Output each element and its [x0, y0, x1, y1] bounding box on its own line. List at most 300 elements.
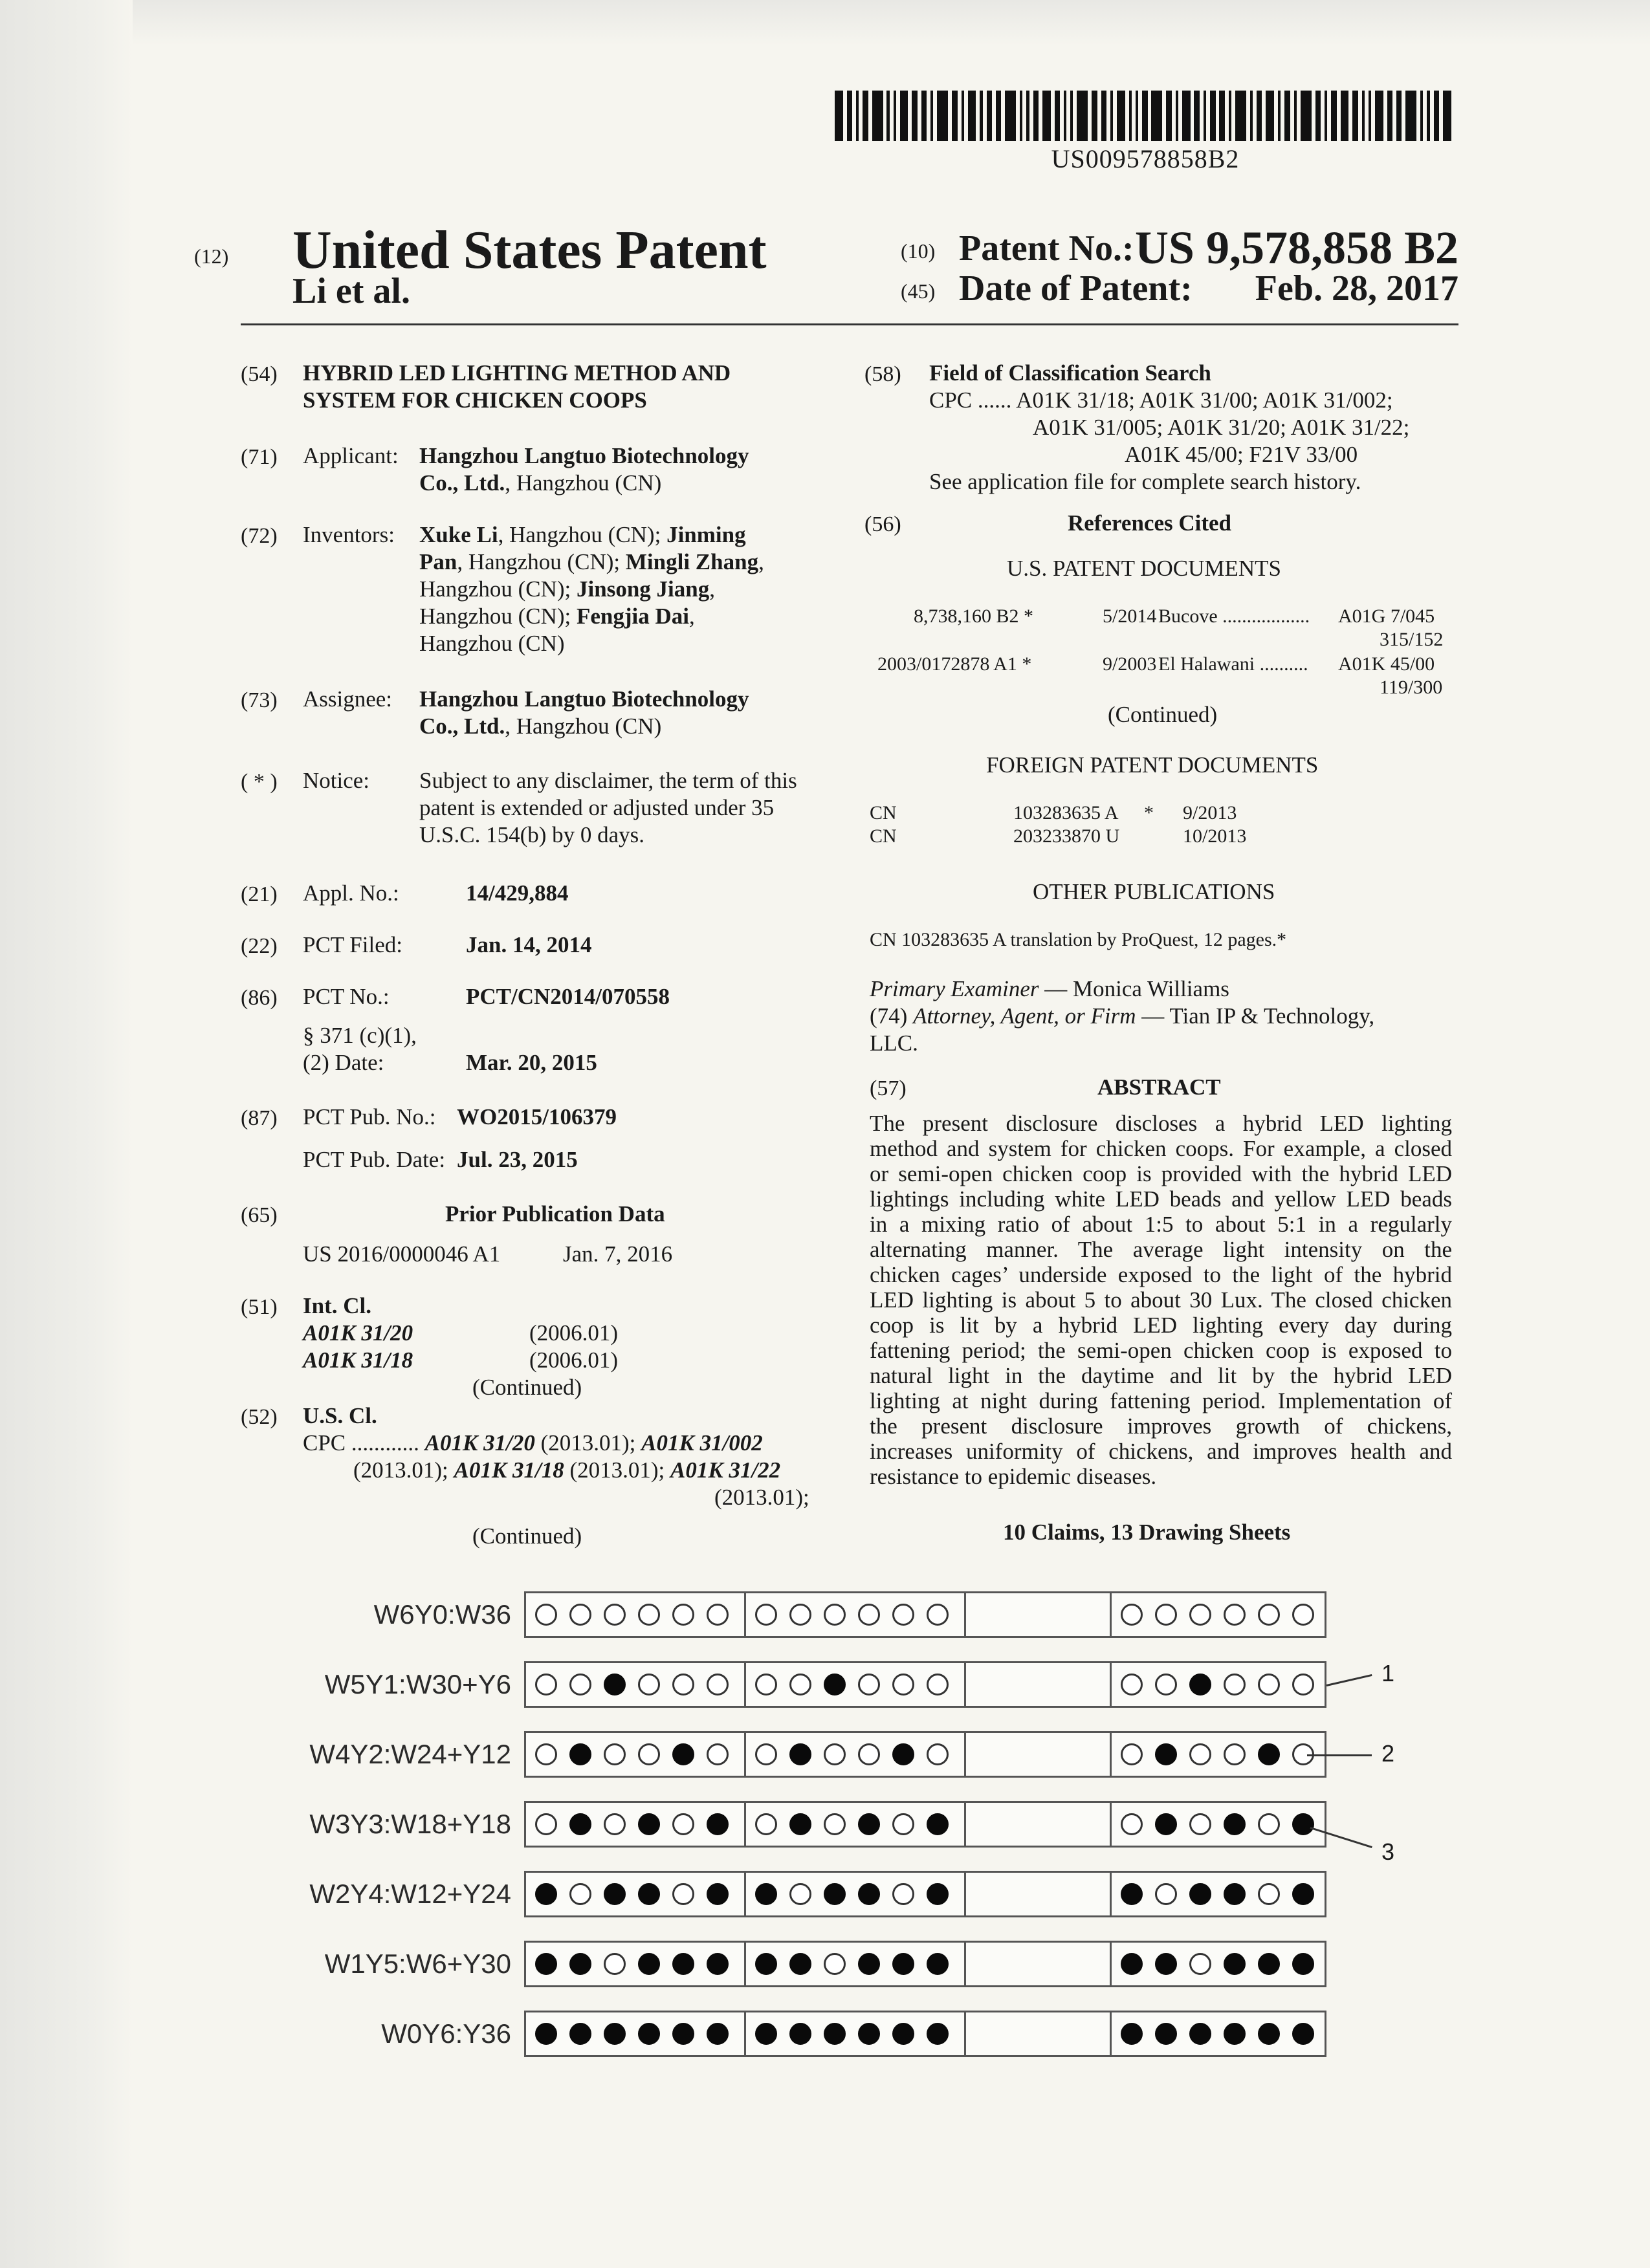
- inventor-name: Jinsong Jiang: [577, 576, 710, 602]
- white-led: [535, 1743, 557, 1765]
- strip-segment: [746, 1593, 966, 1636]
- strip-segment: [966, 2012, 1112, 2055]
- barcode-bar: [1110, 91, 1113, 141]
- reference-leader-line: [1326, 1674, 1372, 1686]
- scan-shadow-left: [0, 0, 133, 2268]
- us-patent-docs-heading: U.S. PATENT DOCUMENTS: [1007, 556, 1281, 581]
- barcode-bar: [1294, 91, 1297, 141]
- us-cl-heading: U.S. Cl.: [303, 1403, 377, 1428]
- ratio-label: W0Y6:Y36: [381, 2018, 511, 2049]
- white-led: [755, 1674, 777, 1696]
- white-led: [638, 1674, 660, 1696]
- white-led: [638, 1743, 660, 1765]
- white-led: [1189, 1743, 1211, 1765]
- ratio-label: W4Y2:W24+Y12: [309, 1739, 511, 1769]
- ratio-label: W5Y1:W30+Y6: [324, 1669, 511, 1699]
- references-continued: (Continued): [1108, 702, 1218, 727]
- abstract-line: lighting at night during fattening period. Implementation of: [870, 1388, 1452, 1413]
- inventor-place: Hangzhou (CN);: [419, 604, 577, 629]
- code-notice: ( * ): [241, 770, 278, 794]
- barcode-bar: [1284, 91, 1290, 141]
- foreign-1-number: 103283635 A: [1013, 802, 1119, 823]
- patent-no-label: Patent No.:: [959, 228, 1134, 268]
- barcode-bar: [1136, 91, 1138, 141]
- code-45: (45): [901, 279, 936, 303]
- yellow-led: [927, 2023, 949, 2045]
- barcode-bar: [1101, 91, 1106, 141]
- reference-numeral: 1: [1381, 1660, 1395, 1686]
- abstract-line: resistance to epidemic diseases.: [870, 1464, 1157, 1489]
- prior-pub-date: Jan. 7, 2016: [563, 1241, 673, 1267]
- white-led: [672, 1674, 694, 1696]
- barcode-bar: [1026, 91, 1029, 141]
- abstract-line: The present disclosure discloses a hybrid LED lighting: [870, 1111, 1452, 1136]
- white-led: [858, 1743, 880, 1765]
- barcode-bar: [1387, 91, 1392, 141]
- white-led: [535, 1674, 557, 1696]
- abstract-line: coop is lit by a hybrid LED lighting every day during: [870, 1313, 1452, 1338]
- barcode-bar: [1033, 91, 1039, 141]
- other-pubs-heading: OTHER PUBLICATIONS: [1033, 879, 1275, 904]
- led-strip: [524, 1731, 1326, 1778]
- yellow-led: [672, 1743, 694, 1765]
- yellow-led: [569, 1743, 591, 1765]
- yellow-led: [1155, 1813, 1177, 1835]
- white-led: [1121, 1743, 1143, 1765]
- assignee-name-2: [419, 713, 661, 739]
- int-cl-heading: Int. Cl.: [303, 1293, 371, 1318]
- ratio-label: W3Y3:W18+Y18: [309, 1809, 511, 1839]
- code-87: (87): [241, 1106, 278, 1130]
- white-led: [1258, 1674, 1280, 1696]
- code-71: (71): [241, 445, 278, 469]
- abstract-line: fattening period; the semi-open chicken coop is exposed to: [870, 1338, 1452, 1363]
- assignee-name-1: Hangzhou Langtuo Biotechnology: [419, 686, 749, 712]
- barcode-bar: [872, 91, 883, 141]
- white-led: [824, 1813, 846, 1835]
- strip-segment: [746, 2012, 966, 2055]
- cpc-date: (2013.01);: [564, 1457, 671, 1483]
- strip-segment: [746, 1733, 966, 1776]
- yellow-led: [707, 1883, 729, 1905]
- yellow-led: [707, 2023, 729, 2045]
- led-strip: [524, 1591, 1326, 1638]
- white-led: [789, 1604, 811, 1626]
- white-led: [569, 1883, 591, 1905]
- yellow-led: [858, 2023, 880, 2045]
- yellow-led: [1155, 1953, 1177, 1975]
- white-led: [604, 1743, 626, 1765]
- yellow-led: [1292, 1813, 1314, 1835]
- yellow-led: [638, 1813, 660, 1835]
- yellow-led: [569, 1953, 591, 1975]
- white-led: [824, 1953, 846, 1975]
- white-led: [892, 1604, 914, 1626]
- barcode-bar: [1151, 91, 1162, 141]
- white-led: [707, 1743, 729, 1765]
- inventors-line-5: Hangzhou (CN): [419, 631, 565, 656]
- code-54: (54): [241, 362, 278, 386]
- int-cl-code-2: A01K 31/18: [303, 1347, 413, 1373]
- ref-1-class: A01G 7/045: [1338, 605, 1435, 627]
- references-heading: References Cited: [1068, 510, 1231, 536]
- barcode-bar: [856, 91, 859, 141]
- yellow-led: [789, 1813, 811, 1835]
- white-led: [755, 1604, 777, 1626]
- int-cl-date-2: (2006.01): [529, 1347, 619, 1373]
- yellow-led: [1189, 1674, 1211, 1696]
- abstract-text: [870, 1110, 1452, 1488]
- white-led: [1292, 1604, 1314, 1626]
- cpc-date: (2013.01);: [353, 1457, 454, 1483]
- white-led: [1155, 1883, 1177, 1905]
- white-led: [638, 1604, 660, 1626]
- int-cl-date-1: (2006.01): [529, 1320, 619, 1346]
- yellow-led: [1292, 2023, 1314, 2045]
- barcode-bar: [962, 91, 964, 141]
- abstract-line: lightings including white LED beads and yellow LED beads: [870, 1186, 1452, 1212]
- strip-segment: [526, 1593, 746, 1636]
- yellow-led: [1155, 1743, 1177, 1765]
- yellow-led: [1121, 2023, 1143, 2045]
- barcode-bar: [1427, 91, 1429, 141]
- us-cl-line-3: (2013.01);: [714, 1485, 809, 1510]
- prior-pub-heading: Prior Publication Data: [445, 1201, 665, 1227]
- cpc-code: A01K 31/22: [670, 1457, 781, 1483]
- code-86: (86): [241, 986, 278, 1010]
- pct-no-value: PCT/CN2014/070558: [466, 984, 670, 1009]
- barcode-bar: [1117, 91, 1125, 141]
- ratio-label: W1Y5:W6+Y30: [324, 1948, 511, 1979]
- barcode-bar: [1194, 91, 1199, 141]
- invention-title-1: HYBRID LED LIGHTING METHOD AND: [303, 360, 731, 386]
- foreign-1-star: *: [1144, 802, 1154, 823]
- white-led: [707, 1604, 729, 1626]
- white-led: [707, 1674, 729, 1696]
- appl-no-value: 14/429,884: [466, 880, 569, 906]
- strip-segment: [526, 1803, 746, 1846]
- yellow-led: [672, 1953, 694, 1975]
- notice-line-3: U.S.C. 154(b) by 0 days.: [419, 822, 645, 847]
- yellow-led: [858, 1883, 880, 1905]
- pct-filed-label: PCT Filed:: [303, 932, 402, 957]
- strip-segment: [526, 1733, 746, 1776]
- barcode-bar: [1176, 91, 1178, 141]
- foreign-1-country: CN: [870, 802, 897, 823]
- notice-line-2: patent is extended or adjusted under 35: [419, 795, 775, 820]
- yellow-led: [927, 1953, 949, 1975]
- inventors-line-1: [419, 521, 746, 548]
- barcode-bar: [996, 91, 1001, 141]
- white-led: [824, 1743, 846, 1765]
- pct-pub-date-label: PCT Pub. Date:: [303, 1147, 446, 1172]
- yellow-led: [604, 2023, 626, 2045]
- led-strip: [524, 1941, 1326, 1987]
- reference-numeral: 3: [1381, 1838, 1395, 1865]
- barcode-bar: [1301, 91, 1312, 141]
- yellow-led: [824, 2023, 846, 2045]
- us-cl-line-2: [353, 1457, 780, 1483]
- examiner-line: [870, 976, 1229, 1002]
- pct-filed-value: Jan. 14, 2014: [466, 932, 592, 957]
- white-led: [604, 1953, 626, 1975]
- cpc-label: CPC ............: [303, 1430, 419, 1456]
- barcode-bar: [1005, 91, 1016, 141]
- white-led: [789, 1674, 811, 1696]
- barcode-bar: [1055, 91, 1060, 141]
- section-371-date-value: Mar. 20, 2015: [466, 1050, 597, 1075]
- ref-1-date: 5/2014: [1103, 605, 1157, 627]
- agent-line-2: LLC.: [870, 1030, 918, 1056]
- barcode-bar: [1443, 91, 1451, 141]
- barcode-bar: [863, 91, 868, 141]
- white-led: [672, 1883, 694, 1905]
- yellow-led: [755, 1883, 777, 1905]
- barcode-bar: [1420, 91, 1423, 141]
- prior-pub-number: US 2016/0000046 A1: [303, 1241, 501, 1267]
- reference-leader-line: [1307, 1754, 1372, 1756]
- white-led: [858, 1674, 880, 1696]
- int-cl-continued: (Continued): [472, 1375, 582, 1400]
- strip-segment: [746, 1663, 966, 1706]
- white-led: [1258, 1813, 1280, 1835]
- yellow-led: [638, 2023, 660, 2045]
- yellow-led: [1258, 1953, 1280, 1975]
- field-search-line-1: CPC ...... A01K 31/18; A01K 31/00; A01K 31/002;: [929, 387, 1393, 413]
- abstract-line: increases uniformity of chickens, and improves health and: [870, 1439, 1452, 1464]
- barcode-bar: [1142, 91, 1147, 141]
- ref-1-name: Bucove ..................: [1158, 605, 1310, 627]
- inventor-name: Jinming: [666, 522, 746, 547]
- white-led: [535, 1604, 557, 1626]
- strip-segment: [1112, 1733, 1325, 1776]
- barcode-number: US009578858B2: [1051, 144, 1240, 173]
- yellow-led: [707, 1813, 729, 1835]
- inventors-line-3: Hangzhou (CN); Jinsong Jiang,: [419, 576, 715, 602]
- barcode-bar: [1235, 91, 1246, 141]
- yellow-led: [1292, 1883, 1314, 1905]
- foreign-2-date: 10/2013: [1183, 825, 1247, 847]
- pct-pub-no-label: PCT Pub. No.:: [303, 1104, 436, 1129]
- white-led: [755, 1743, 777, 1765]
- yellow-led: [1224, 2023, 1246, 2045]
- white-led: [1224, 1743, 1246, 1765]
- inventor-name: Mingli Zhang: [625, 549, 759, 574]
- barcode-bar: [912, 91, 917, 141]
- strip-segment: [526, 1663, 746, 1706]
- applicant-name-1: Hangzhou Langtuo Biotechnology: [419, 443, 749, 468]
- white-led: [824, 1604, 846, 1626]
- yellow-led: [755, 1953, 777, 1975]
- yellow-led: [535, 2023, 557, 2045]
- cpc-date: (2013.01);: [534, 1430, 642, 1456]
- yellow-led: [1258, 2023, 1280, 2045]
- led-strip: [524, 2011, 1326, 2057]
- foreign-docs-heading: FOREIGN PATENT DOCUMENTS: [986, 752, 1319, 778]
- barcode-bar: [1434, 91, 1439, 141]
- barcode-bar: [1210, 91, 1215, 141]
- inventor-place: , Hangzhou (CN);: [457, 549, 626, 574]
- white-led: [604, 1813, 626, 1835]
- barcode-bar: [952, 91, 957, 141]
- yellow-led: [1224, 1953, 1246, 1975]
- date-value: Feb. 28, 2017: [1255, 268, 1458, 309]
- yellow-led: [604, 1883, 626, 1905]
- code-72: (72): [241, 524, 278, 548]
- field-search-line-2: A01K 31/005; A01K 31/20; A01K 31/22;: [1033, 415, 1410, 440]
- inventor-short: Li et al.: [292, 271, 410, 311]
- led-strip: [524, 1661, 1326, 1708]
- strip-segment: [526, 1873, 746, 1915]
- white-led: [569, 1604, 591, 1626]
- yellow-led: [1121, 1953, 1143, 1975]
- abstract-line: in a mixing ratio of about 1:5 to about 5:1 in a regularly: [870, 1212, 1452, 1237]
- strip-segment: [1112, 2012, 1325, 2055]
- applicant-place: , Hangzhou (CN): [505, 470, 662, 496]
- abstract-line: the present disclosure improves growth of chickens,: [870, 1413, 1452, 1439]
- strip-segment: [746, 1943, 966, 1985]
- yellow-led: [892, 2023, 914, 2045]
- ref-1-class-2: 315/152: [1380, 629, 1444, 650]
- barcode-bar: [1257, 91, 1262, 141]
- strip-segment: [1112, 1663, 1325, 1706]
- code-74: (74): [870, 1003, 914, 1029]
- patent-barcode: [835, 91, 1456, 141]
- yellow-led: [569, 1813, 591, 1835]
- white-led: [927, 1743, 949, 1765]
- ref-2-number: 2003/0172878 A1 *: [877, 653, 1032, 675]
- notice-line-1: Subject to any disclaimer, the term of this: [419, 768, 797, 793]
- barcode-bar: [937, 91, 948, 141]
- inventor-name: Fengjia Dai: [577, 604, 690, 629]
- yellow-led: [1224, 1813, 1246, 1835]
- led-strip: [524, 1801, 1326, 1848]
- abstract-line: chicken cages’ underside exposed to the light of the hybrid: [870, 1262, 1452, 1287]
- white-led: [1121, 1813, 1143, 1835]
- yellow-led: [927, 1813, 949, 1835]
- yellow-led: [672, 2023, 694, 2045]
- white-led: [672, 1604, 694, 1626]
- yellow-led: [638, 1883, 660, 1905]
- barcode-bar: [1341, 91, 1349, 141]
- field-search-line-4: See application file for complete search history.: [929, 469, 1361, 494]
- white-led: [1224, 1604, 1246, 1626]
- yellow-led: [789, 2023, 811, 2045]
- barcode-bar: [987, 91, 992, 141]
- strip-segment: [966, 1663, 1112, 1706]
- barcode-bar: [921, 91, 927, 141]
- barcode-bar: [1325, 91, 1327, 141]
- barcode-bar: [1375, 91, 1383, 141]
- yellow-led: [789, 1953, 811, 1975]
- field-search-heading: Field of Classification Search: [929, 360, 1211, 386]
- strip-segment: [526, 2012, 746, 2055]
- ref-1-number: 8,738,160 B2 *: [914, 605, 1034, 627]
- ref-2-date: 9/2003: [1103, 653, 1157, 675]
- strip-segment: [966, 1803, 1112, 1846]
- assignee-company: Co., Ltd.: [419, 714, 505, 739]
- yellow-led: [569, 2023, 591, 2045]
- ratio-label: W2Y4:W12+Y24: [309, 1879, 511, 1909]
- barcode-bar: [1229, 91, 1231, 141]
- date-label: Date of Patent:: [959, 268, 1193, 309]
- yellow-led: [1155, 2023, 1177, 2045]
- code-21: (21): [241, 882, 278, 906]
- applicant-name-2: [419, 470, 661, 496]
- inventors-label: Inventors:: [303, 522, 395, 547]
- yellow-led: [638, 1953, 660, 1975]
- agent-label: Attorney, Agent, or Firm: [913, 1003, 1136, 1029]
- white-led: [672, 1813, 694, 1835]
- code-58: (58): [864, 362, 901, 386]
- white-led: [1292, 1674, 1314, 1696]
- strip-segment: [966, 1593, 1112, 1636]
- scan-shadow-top: [0, 0, 1650, 45]
- white-led: [927, 1674, 949, 1696]
- int-cl-code-1: A01K 31/20: [303, 1320, 413, 1346]
- white-led: [1121, 1674, 1143, 1696]
- code-12: (12): [194, 245, 229, 268]
- code-57: (57): [870, 1076, 907, 1100]
- white-led: [927, 1604, 949, 1626]
- yellow-led: [755, 2023, 777, 2045]
- examiner-label: Primary Examiner: [870, 976, 1039, 1001]
- code-10: (10): [901, 239, 936, 263]
- yellow-led: [1189, 2023, 1211, 2045]
- inventor-name: Pan: [419, 549, 457, 574]
- code-51: (51): [241, 1295, 278, 1319]
- white-led: [1258, 1883, 1280, 1905]
- barcode-bar: [835, 91, 843, 141]
- yellow-led: [535, 1883, 557, 1905]
- ref-2-name: El Halawani ..........: [1158, 653, 1308, 675]
- barcode-bar: [1092, 91, 1097, 141]
- yellow-led: [1189, 1883, 1211, 1905]
- barcode-bar: [1331, 91, 1336, 141]
- pct-no-label: PCT No.:: [303, 984, 390, 1009]
- other-pub-1: CN 103283635 A translation by ProQuest, 12 pages.*: [870, 929, 1287, 950]
- foreign-2-country: CN: [870, 825, 897, 847]
- barcode-bar: [1405, 91, 1416, 141]
- white-led: [755, 1813, 777, 1835]
- barcode-bar: [980, 91, 982, 141]
- barcode-bar: [1352, 91, 1358, 141]
- yellow-led: [1121, 1883, 1143, 1905]
- barcode-bar: [894, 91, 896, 141]
- yellow-led: [824, 1883, 846, 1905]
- us-cl-line-1: [303, 1430, 763, 1456]
- barcode-bar: [1315, 91, 1321, 141]
- patent-title: United States Patent: [292, 220, 767, 280]
- abstract-line: natural light in the daytime and lit by the hybrid LED: [870, 1363, 1452, 1388]
- agent-name: — Tian IP & Technology,: [1136, 1003, 1375, 1029]
- led-arrangement-figure: [285, 1591, 1443, 2083]
- led-strip: [524, 1871, 1326, 1917]
- strip-segment: [526, 1943, 746, 1985]
- abstract-line: alternating manner. The average light intensity on the: [870, 1237, 1452, 1262]
- appl-no-label: Appl. No.:: [303, 880, 399, 906]
- notice-label: Notice:: [303, 768, 370, 793]
- white-led: [1189, 1813, 1211, 1835]
- yellow-led: [707, 1953, 729, 1975]
- cpc-code: A01K 31/18: [454, 1457, 564, 1483]
- cpc-code: A01K 31/002: [641, 1430, 763, 1456]
- agent-line: [870, 1003, 1374, 1029]
- white-led: [1189, 1604, 1211, 1626]
- barcode-bar: [1266, 91, 1274, 141]
- applicant-company: Co., Ltd.: [419, 470, 505, 496]
- yellow-led: [858, 1953, 880, 1975]
